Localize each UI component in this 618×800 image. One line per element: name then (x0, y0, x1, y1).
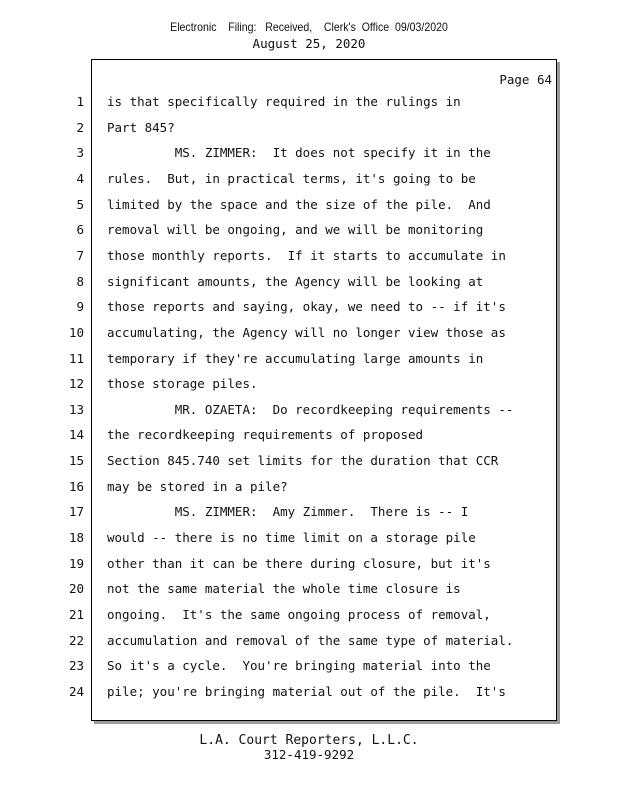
hearing-date: August 25, 2020 (252, 36, 366, 51)
line-number: 16 (68, 478, 84, 494)
line-number: 19 (68, 555, 84, 571)
transcript-line: MS. ZIMMER: Amy Zimmer. There is -- I (107, 504, 469, 520)
line-number: 10 (68, 324, 84, 340)
transcript-line: significant amounts, the Agency will be looking at (107, 273, 484, 289)
transcript-line: not the same material the whole time closure is (107, 581, 461, 597)
page-number: Page 64 (499, 72, 552, 87)
transcript-line: accumulating, the Agency will no longer view those as (107, 324, 506, 340)
line-number: 20 (68, 581, 84, 597)
filing-stamp: Electronic Filing: Received, Clerk's Office 09/03/2020 (170, 20, 448, 34)
line-number: 13 (68, 401, 84, 417)
footer-firm-name: L.A. Court Reporters, L.L.C. (199, 733, 419, 748)
transcript-line: MR. OZAETA: Do recordkeeping requirements -- (107, 401, 514, 417)
line-number: 4 (76, 170, 84, 186)
line-number: 18 (68, 530, 84, 546)
line-number: 22 (68, 632, 84, 648)
transcript-line: MS. ZIMMER: It does not specify it in the (107, 145, 491, 161)
line-number: 15 (68, 453, 84, 469)
transcript-line: is that specifically required in the rulings in (107, 94, 461, 109)
line-number: 8 (76, 273, 84, 289)
line-number: 11 (68, 350, 84, 366)
transcript-line: limited by the space and the size of the pile. And (107, 196, 491, 212)
line-number: 23 (68, 658, 84, 674)
transcript-line: Section 845.740 set limits for the duration that CCR (107, 453, 499, 469)
line-number: 14 (68, 427, 84, 443)
transcript-line: those reports and saying, okay, we need to -- if it's (107, 299, 506, 315)
transcript-line: ongoing. It's the same ongoing process of removal, (107, 607, 491, 622)
line-number: 17 (68, 504, 84, 520)
line-number: 24 (68, 683, 84, 699)
transcript-line: removal will be ongoing, and we will be monitoring (107, 222, 484, 238)
transcript-line: those monthly reports. If it starts to accumulate in (107, 247, 506, 263)
line-number: 1 (76, 94, 84, 109)
transcript-line: may be stored in a pile? (107, 478, 288, 494)
transcript-line: accumulation and removal of the same type of material. (107, 632, 514, 648)
transcript-line: would -- there is no time limit on a storage pile (107, 530, 476, 546)
line-number: 12 (68, 376, 84, 392)
transcript-line: pile; you're bringing material out of the pile. It's (107, 683, 506, 699)
transcript-line: temporary if they're accumulating large amounts in (107, 350, 484, 366)
transcript-line: the recordkeeping requirements of proposed (107, 427, 424, 443)
line-number: 6 (76, 222, 84, 238)
line-number: 9 (76, 299, 84, 315)
transcript-line: those storage piles. (107, 376, 258, 392)
transcript-line: So it's a cycle. You're bringing material into the (107, 658, 491, 674)
footer-phone: 312-419-9292 (263, 747, 355, 762)
transcript-line: Part 845? (107, 119, 175, 135)
line-number: 5 (76, 196, 84, 212)
line-number: 7 (76, 247, 84, 263)
transcript-line: rules. But, in practical terms, it's going to be (107, 170, 476, 186)
line-number: 2 (76, 119, 84, 135)
line-number: 21 (68, 607, 84, 622)
line-number: 3 (76, 145, 84, 161)
transcript-line: other than it can be there during closure, but it's (107, 555, 491, 571)
